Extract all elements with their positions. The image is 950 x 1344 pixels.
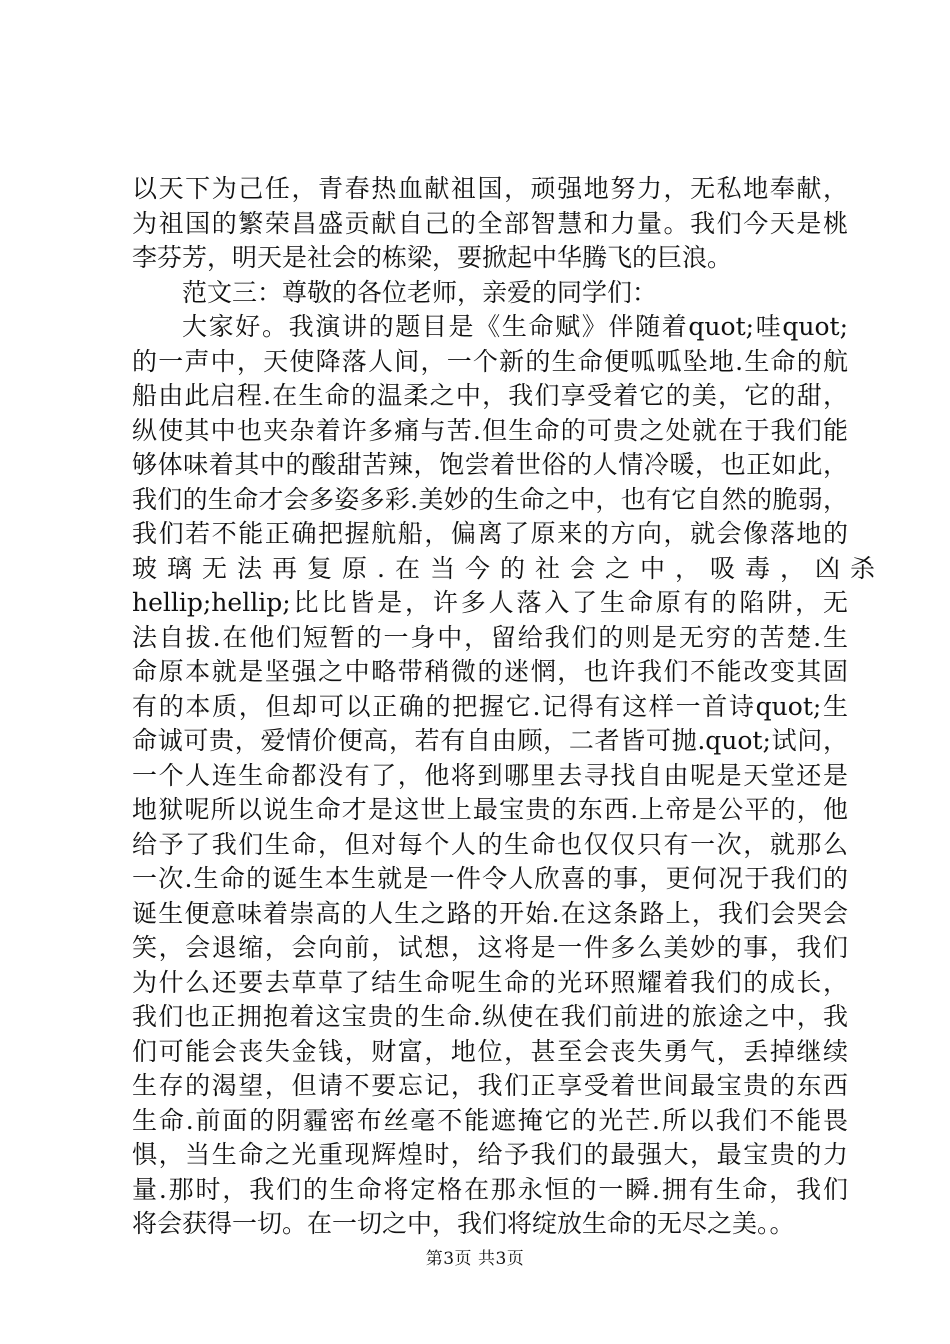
text-line: 玻璃无法再复原.在当今的社会之中，吸毒，凶杀 [132, 553, 885, 583]
text-line: hellip;hellip;比比皆是，许多人落入了生命原有的陷阱，无 [132, 588, 848, 617]
text-line: 一次.生命的诞生本生就是一件令人欣喜的事，更何况于我们的 [132, 864, 848, 893]
text-line: 以天下为己任，青春热血献祖国，顽强地努力，无私地奉献， [132, 174, 848, 203]
text-line: 船由此启程.在生命的温柔之中，我们享受着它的美，它的甜， [132, 381, 848, 410]
page-footer [0, 1244, 950, 1269]
text-line: 命诚可贵，爱情价便高，若有自由顾，二者皆可抛.quot;试问， [132, 726, 848, 755]
text-line: 纵使其中也夹杂着许多痛与苦.但生命的可贵之处就在于我们能 [132, 415, 848, 445]
text-line: 量.那时，我们的生命将定格在那永恒的一瞬.拥有生命，我们 [132, 1174, 848, 1204]
text-line: 李芬芳，明天是社会的栋梁，要掀起中华腾飞的巨浪。 [132, 243, 733, 272]
text-line: 有的本质，但却可以正确的把握它.记得有这样一首诗quot;生 [132, 691, 848, 721]
text-line: 地狱呢所以说生命才是这世上最宝贵的东西.上帝是公平的，他 [132, 795, 848, 824]
text-line: 命原本就是坚强之中略带稍微的迷惘，也许我们不能改变其固 [132, 657, 848, 686]
text-line: 大家好。我演讲的题目是《生命赋》伴随着quot;哇quot; [182, 312, 848, 341]
text-line: 诞生便意味着崇高的人生之路的开始.在这条路上，我们会哭会 [132, 898, 848, 928]
text-line: 一个人连生命都没有了，他将到哪里去寻找自由呢是天堂还是 [132, 760, 848, 790]
section-heading: 范文三：尊敬的各位老师，亲爱的同学们： [182, 277, 658, 307]
text-line: 我们若不能正确把握航船，偏离了原来的方向，就会像落地的 [132, 519, 848, 548]
text-line: 生存的渴望，但请不要忘记，我们正享受着世间最宝贵的东西 [132, 1071, 848, 1100]
text-line: 惧，当生命之光重现辉煌时，给予我们的最强大，最宝贵的力 [132, 1140, 848, 1169]
text-line: 的一声中，天使降落人间，一个新的生命便呱呱坠地.生命的航 [132, 346, 848, 376]
text-line: 够体味着其中的酸甜苦辣，饱尝着世俗的人情冷暖，也正如此， [132, 450, 848, 479]
text-line: 我们也正拥抱着这宝贵的生命.纵使在我们前进的旅途之中，我 [132, 1002, 848, 1031]
text-line: 生命.前面的阴霾密布丝毫不能遮掩它的光芒.所以我们不能畏 [132, 1105, 848, 1135]
text-line: 将会获得一切。在一切之中，我们将绽放生命的无尽之美。。 [132, 1209, 795, 1238]
text-line: 笑，会退缩，会向前，试想，这将是一件多么美妙的事，我们 [132, 933, 848, 962]
text-line: 为什么还要去草草了结生命呢生命的光环照耀着我们的成长， [132, 967, 848, 997]
text-line: 法自拔.在他们短暂的一身中，留给我们的则是无穷的苦楚.生 [132, 622, 848, 652]
text-line: 们可能会丧失金钱，财富，地位，甚至会丧失勇气，丢掉继续 [132, 1036, 848, 1066]
document-body [132, 172, 885, 1242]
text-line: 给予了我们生命，但对每个人的生命也仅仅只有一次，就那么 [132, 829, 848, 859]
page-number-label: 第3页 共3页 [425, 1249, 525, 1269]
text-line: 我们的生命才会多姿多彩.美妙的生命之中，也有它自然的脆弱， [132, 484, 848, 514]
text-line: 为祖国的繁荣昌盛贡献自己的全部智慧和力量。我们今天是桃 [132, 208, 848, 238]
